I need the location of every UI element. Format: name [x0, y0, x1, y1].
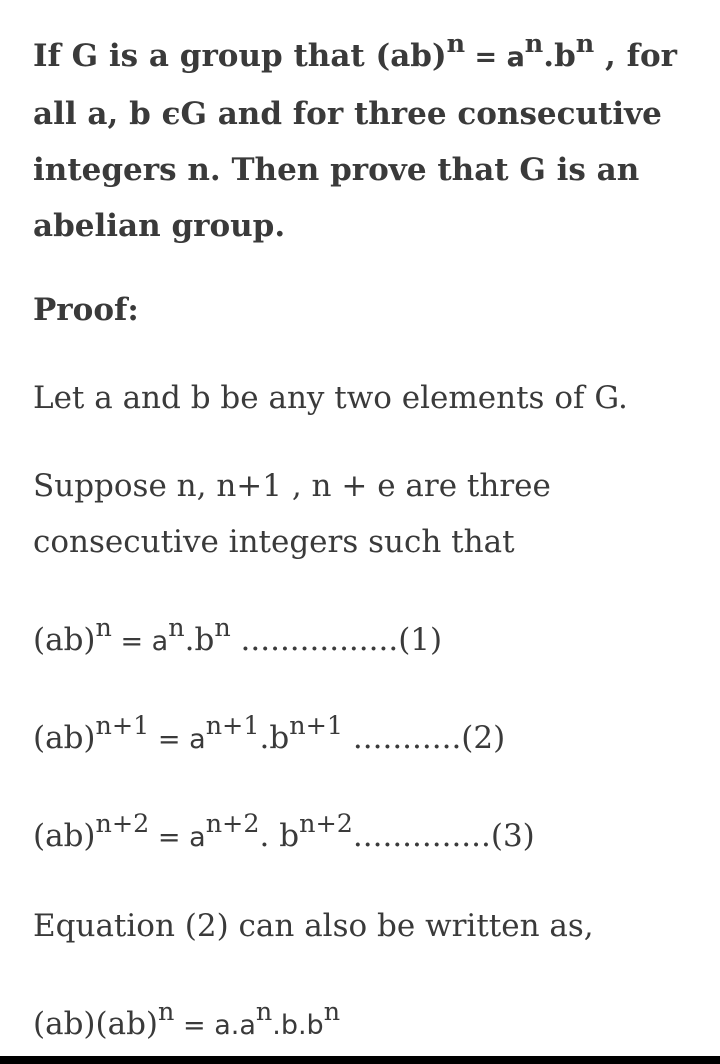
eq-part: (ab)	[33, 622, 96, 658]
equation-3	[33, 808, 535, 858]
superscript: n	[158, 996, 175, 1027]
eq-part: = a.a	[174, 1010, 256, 1041]
superscript: n+1	[205, 710, 260, 741]
equation-2	[33, 710, 506, 760]
superscript: n	[575, 28, 595, 59]
question-text	[33, 28, 693, 254]
eq-part: .b	[259, 720, 290, 756]
eq-part: .b	[184, 622, 215, 658]
question-part: , for all a, b ϵG and for three consecutive integers n. Then prove that G is an abelian group.	[33, 38, 677, 244]
superscript: n+1	[95, 710, 150, 741]
statement-integers-line1: Suppose n, n+1 , n + e are three	[33, 468, 551, 504]
eq-part: = a	[111, 626, 169, 657]
superscript: n+2	[95, 808, 150, 839]
eq-part: (ab)(ab)	[33, 1006, 159, 1042]
question-part: = a	[465, 42, 525, 73]
eq-part: (ab)	[33, 818, 96, 854]
eq-part: ..............(3)	[352, 818, 535, 854]
statement-elements: Let a and b be any two elements of G.	[33, 380, 628, 416]
eq-part: = a	[149, 724, 206, 755]
eq-part: (ab)	[33, 720, 96, 756]
bottom-bar	[0, 1056, 720, 1064]
equation-1	[33, 612, 443, 662]
superscript: n+1	[289, 710, 344, 741]
superscript: n+2	[205, 808, 260, 839]
statement-integers-line2: consecutive integers such that	[33, 524, 515, 560]
eq-part: . b	[259, 818, 300, 854]
superscript: n	[214, 612, 231, 643]
question-part: If G is a group that (ab)	[33, 38, 447, 74]
eq-part: ...........(2)	[343, 720, 506, 756]
question-part: .b	[543, 38, 576, 74]
proof-label: Proof:	[33, 292, 139, 328]
superscript: n	[446, 28, 466, 59]
superscript: n+2	[299, 808, 353, 839]
eq-part: .b.b	[272, 1010, 324, 1041]
superscript: n	[323, 996, 341, 1027]
superscript: n	[95, 612, 112, 643]
superscript: n	[524, 28, 544, 59]
superscript: n	[168, 612, 185, 643]
statement-rewrite: Equation (2) can also be written as,	[33, 908, 594, 944]
equation-4	[33, 996, 341, 1046]
eq-part: = a	[149, 822, 206, 853]
eq-part: ................(1)	[230, 622, 443, 658]
superscript: n	[255, 996, 273, 1027]
